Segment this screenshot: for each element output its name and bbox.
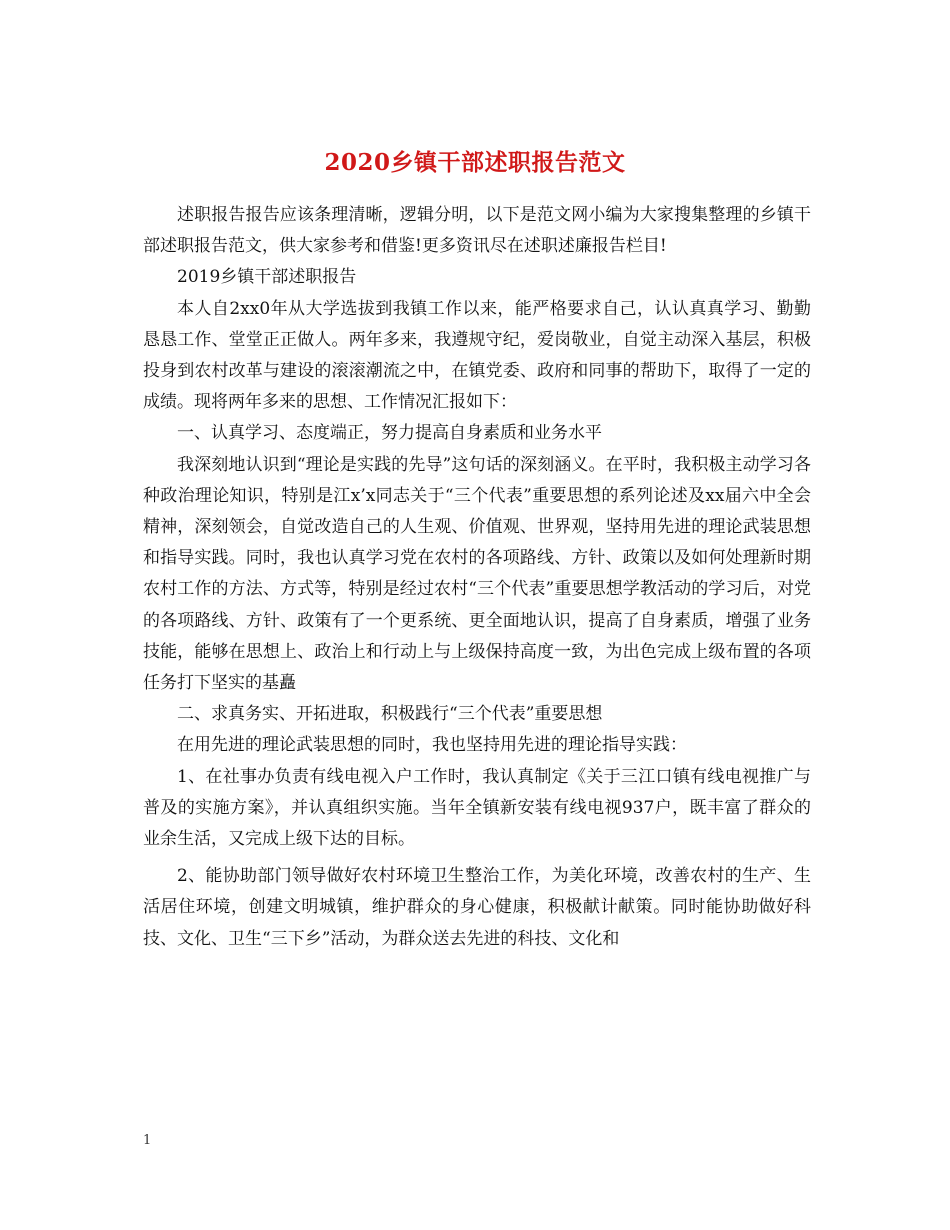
page-number: 1	[143, 1133, 152, 1148]
paragraph-study: 我深刻地认识到“理论是实践的先导”这句话的深刻涵义。在平时，我积极主动学习各种政治理论知识，特别是江x’x同志关于“三个代表”重要思想的系列论述及xx届六中全会精神，深刻领会，自觉改造自己的人生观、价值观、世界观，坚持用先进的理论武装思想和指导实践。同时，我也认真学习党在农村的各项路线、方针、政策以及如何处理新时期农村工作的方法、方式等，特别是经过农村“三个代表”重要思想学教活动的学习后，对党的各项路线、方针、政策有了一个更系统、更全面地认识，提高了自身素质，增强了业务技能，能够在思想上、政治上和行动上与上级保持高度一致，为出色完成上级布置的各项任务打下坚实的基矗	[143, 454, 811, 694]
paragraph-opening: 本人自2xx0年从大学选拔到我镇工作以来，能严格要求自己，认认真真学习、勤勤恳恳工作、堂堂正正做人。两年多来，我遵规守纪，爱岗敬业，自觉主动深入基层，积极投身到农村改革与建设的滚滚潮流之中，在镇党委、政府和同事的帮助下，取得了一定的成绩。现将两年多来的思想、工作情况汇报如下：	[143, 298, 811, 413]
paragraph-item-two: 2、能协助部门领导做好农村环境卫生整治工作，为美化环境，改善农村的生产、生活居住环境，创建文明城镇，维护群众的身心健康，积极献计献策。同时能协助做好科技、文化、卫生“三下乡”活动，为群众送去先进的科技、文化和	[143, 866, 811, 949]
paragraph-item-one: 1、在社事办负责有线电视入户工作时，我认真制定《关于三江口镇有线电视推广与普及的实施方案》，并认真组织实施。当年全镇新安装有线电视937户，既丰富了群众的业余生活，又完成上级下达的目标。	[143, 766, 811, 850]
document-body	[143, 200, 811, 955]
document-title: 2020乡镇干部述职报告范文	[324, 149, 626, 177]
paragraph-intro: 述职报告报告应该条理清晰，逻辑分明，以下是范文网小编为大家搜集整理的乡镇干部述职报告范文，供大家参考和借鉴!更多资讯尽在述职述廉报告栏目!	[143, 205, 811, 257]
paragraph-practice: 在用先进的理论武装思想的同时，我也坚持用先进的理论指导实践：	[177, 735, 687, 756]
section-heading-two: 二、求真务实、开拓进取，积极践行“三个代表”重要思想	[177, 704, 603, 725]
section-heading-one: 一、认真学习、态度端正，努力提高自身素质和业务水平	[177, 423, 602, 444]
paragraph-report-heading: 2019乡镇干部述职报告	[177, 267, 357, 288]
